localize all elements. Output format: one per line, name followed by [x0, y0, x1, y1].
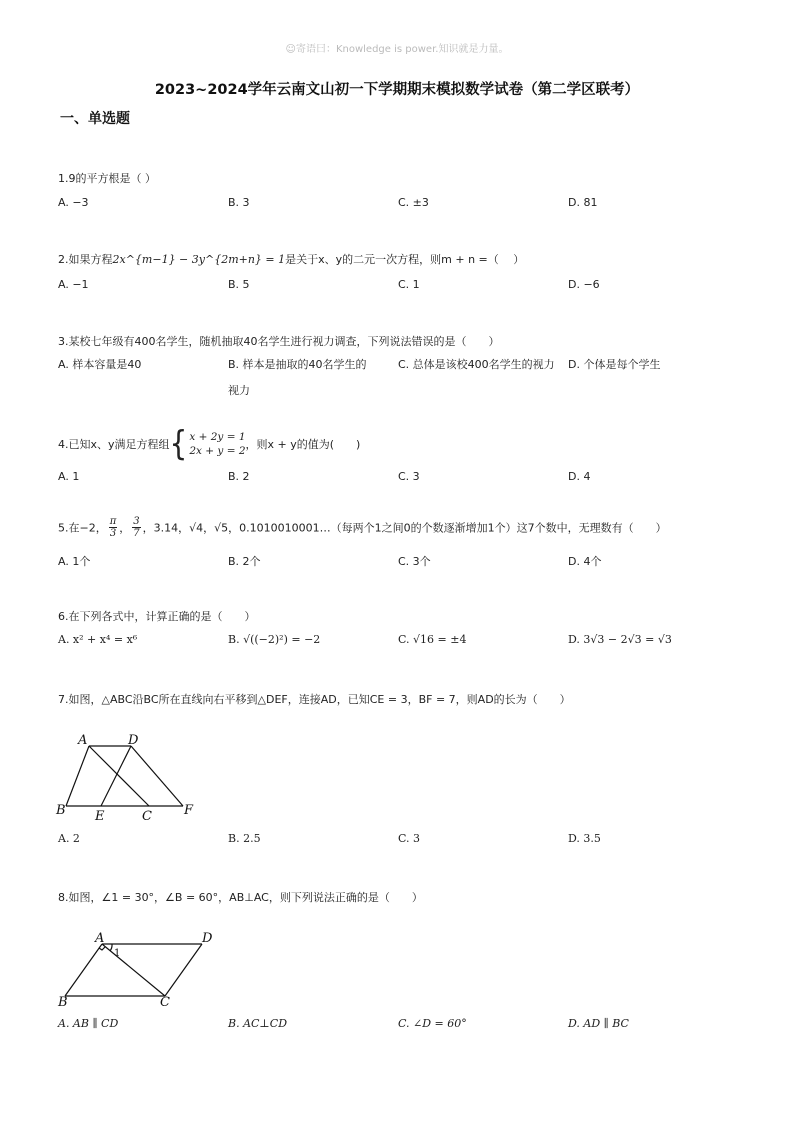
question-8-stem: 8.如图，∠1 = 30°，∠B = 60°，AB⊥AC，则下列说法正确的是（ ） — [58, 891, 423, 904]
label-a: A — [78, 733, 88, 748]
question-1-option-a[interactable]: A. −3 — [58, 196, 89, 209]
segment-ac — [89, 746, 149, 806]
question-7-stem: 7.如图，△ABC沿BC所在直线向右平移到△DEF，连接AD，已知CE = 3，BF = 7，则AD的长为（ ） — [58, 693, 571, 706]
label-b: B — [56, 803, 66, 818]
label-e: E — [95, 809, 105, 824]
question-1-option-d[interactable]: D. 81 — [568, 196, 598, 209]
brace-symbol: { — [169, 423, 188, 464]
question-5-stem: 5.在−2， $\frac{\pi}{3}$ ， $\frac{3}{7}$ ，3.14，√4，√5，0.1010010001…（每两个1之间0的个数逐渐增加1个）这7个数中，无理数有（ ） — [58, 516, 667, 539]
question-1-option-c[interactable]: C. ±3 — [398, 196, 429, 209]
question-5-option-d[interactable]: D. 4个 — [568, 555, 602, 568]
translation-triangles-figure — [50, 732, 210, 824]
segment-de — [101, 746, 131, 806]
question-4-option-a[interactable]: A. 1 — [58, 470, 80, 483]
question-6-stem: 6.在下列各式中，计算正确的是（ ） — [58, 610, 256, 623]
question-2-stem — [58, 251, 524, 267]
segment-dc — [165, 944, 202, 996]
question-6-option-b[interactable]: B. √((−2)²) = −2 — [228, 633, 321, 646]
label-angle-1: 1 — [114, 948, 121, 959]
question-8-option-a[interactable]: A. AB ∥ CD — [58, 1017, 119, 1030]
question-7-option-a[interactable]: A. 2 — [58, 832, 80, 845]
question-3-option-a[interactable]: A. 样本容量是40 — [58, 358, 142, 371]
question-6-option-a[interactable]: A. x² + x⁴ = x⁶ — [58, 633, 138, 646]
question-7-option-b[interactable]: B. 2.5 — [228, 832, 261, 845]
section-heading: 一、单选题 — [60, 111, 130, 127]
question-1-stem: 1.9的平方根是（ ） — [58, 172, 156, 185]
label-d: D — [128, 733, 139, 748]
question-2-option-b[interactable]: B. 5 — [228, 278, 250, 291]
question-4-stem — [58, 423, 361, 464]
question-8-option-b[interactable]: B. AC⊥CD — [228, 1017, 288, 1030]
question-4-stem-post: ，则x + y的值为( ) — [245, 438, 361, 451]
question-2-option-a[interactable]: A. −1 — [58, 278, 89, 291]
segment-ac — [102, 944, 165, 996]
label-b: B — [58, 995, 68, 1010]
segment-ab — [65, 944, 102, 996]
page-title: 2023~2024学年云南文山初一下学期期末模拟数学试卷（第二学区联考） — [154, 82, 640, 98]
question-1-option-b[interactable]: B. 3 — [228, 196, 250, 209]
question-4-option-b[interactable]: B. 2 — [228, 470, 250, 483]
question-4-equation-1: x + 2y = 1 — [189, 431, 246, 443]
segment-ab — [66, 746, 89, 806]
question-2-option-d[interactable]: D. −6 — [568, 278, 600, 291]
question-7-option-d[interactable]: D. 3.5 — [568, 832, 601, 845]
question-8-option-c[interactable]: C. ∠D = 60° — [398, 1017, 467, 1030]
label-f: F — [184, 803, 194, 818]
question-3-option-b[interactable]: B. 样本是抽取的40名学生的视力 — [228, 358, 367, 397]
question-5-option-c[interactable]: C. 3个 — [398, 555, 431, 568]
question-3-option-d[interactable]: D. 个体是每个学生 — [568, 358, 661, 371]
question-4-equation-2: 2x + y = 2 — [189, 445, 246, 457]
fraction-3-over-7: $\frac{3}{7}$ — [133, 516, 140, 539]
question-3-stem: 3.某校七年级有400名学生，随机抽取40名学生进行视力调查，下列说法错误的是（ ） — [58, 335, 500, 348]
segment-df — [131, 746, 183, 806]
label-c: C — [142, 809, 152, 824]
watermark: ☺寄语曰：Knowledge is power.知识就是力量。 — [285, 44, 509, 55]
question-5-option-a[interactable]: A. 1个 — [58, 555, 91, 568]
question-2-stem-pre: 2.如果方程 — [58, 253, 113, 266]
question-2-equation: 2x^{m−1} − 3y^{2m+n} = 1 — [112, 253, 286, 266]
question-4-option-c[interactable]: C. 3 — [398, 470, 420, 483]
label-a: A — [95, 931, 105, 946]
question-3-option-c[interactable]: C. 总体是该校400名学生的视力 — [398, 358, 555, 371]
question-4-option-d[interactable]: D. 4 — [568, 470, 591, 483]
question-5-option-b[interactable]: B. 2个 — [228, 555, 261, 568]
question-6-option-d[interactable]: D. 3√3 − 2√3 = √3 — [568, 633, 672, 646]
question-5-stem-post: ，3.14，√4，√5，0.1010010001…（每两个1之间0的个数逐渐增加1个）这7个数中，无理数有（ ） — [142, 521, 667, 535]
question-6-option-c[interactable]: C. √16 = ±4 — [398, 633, 467, 646]
question-8-option-d[interactable]: D. AD ∥ BC — [568, 1017, 629, 1030]
question-2-option-c[interactable]: C. 1 — [398, 278, 420, 291]
question-5-stem-pre: 5.在−2， — [58, 521, 107, 535]
angle-1-arc — [110, 944, 112, 951]
question-2-stem-post: 是关于x、y的二元一次方程，则m + n =（ ） — [285, 253, 525, 266]
question-4-stem-pre: 4.已知x、y满足方程组 — [58, 438, 170, 451]
fraction-pi-over-3: $\frac{\pi}{3}$ — [109, 516, 117, 539]
label-d: D — [202, 931, 213, 946]
label-c: C — [160, 995, 170, 1010]
parallelogram-figure — [50, 928, 220, 1010]
question-7-option-c[interactable]: C. 3 — [398, 832, 421, 845]
